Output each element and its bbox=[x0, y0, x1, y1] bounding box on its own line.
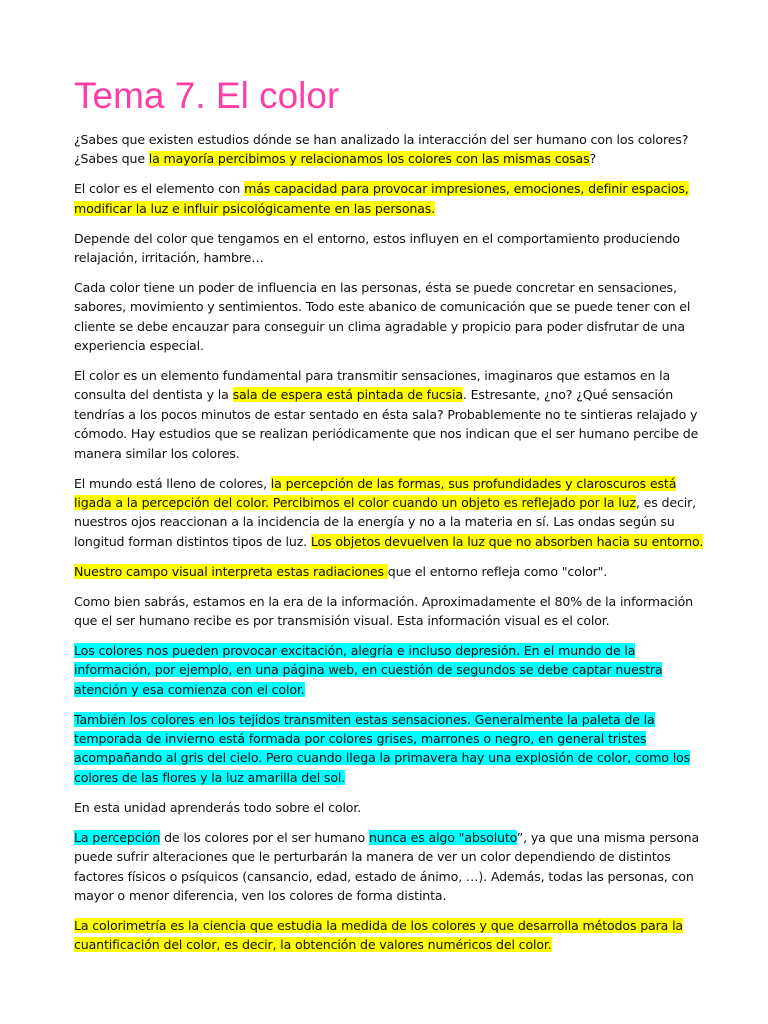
text-run: Cada color tiene un poder de influencia en las personas, ésta se puede concretar en sensaciones, sabores, movimiento y sentimientos. Todo este abanico de comunicación que se puede tener con el cliente se debe encauzar para conseguir un clima agradable y propicio para poder disfrutar de una experiencia especial. bbox=[74, 279, 691, 354]
paragraph-3 bbox=[74, 229, 706, 268]
text-run: que el entorno refleja como "color". bbox=[387, 563, 608, 579]
text-run: ? bbox=[589, 151, 597, 167]
text-run: ¿Sabes que existen estudios dónde se han analizado la interacción del ser humano con los colores? ¿Sabes que bbox=[74, 132, 689, 167]
paragraph-10 bbox=[74, 710, 706, 788]
text-run: El color es un elemento fundamental para transmitir sensaciones, imaginaros que estamos en la consulta del dentista y la bbox=[74, 368, 671, 403]
highlighted-text: Nuestro campo visual interpreta estas radiaciones bbox=[74, 563, 388, 579]
page-title: Tema 7. El color bbox=[74, 75, 340, 116]
highlighted-text: La percepción bbox=[74, 829, 161, 845]
highlighted-text: Los objetos devuelven la luz que no absorben hacia su entorno. bbox=[310, 533, 704, 549]
highlighted-text: Los colores nos pueden provocar excitación, alegría e incluso depresión. En el mundo de la información, por ejemplo, en una página web, en cuestión de segundos se debe captar nuestra atención y esa comienza con el color. bbox=[74, 642, 663, 697]
highlighted-text: También los colores en los tejidos transmiten estas sensaciones. Generalmente la paleta de la temporada de invierno está formada por colores grises, marrones o negro, en general tristes acompañando al gris del cielo. Pero cuando llega la primavera hay una explosión de color, como los colores de las flores y la luz amarilla del sol. bbox=[74, 711, 691, 785]
text-run: de los colores por el ser humano bbox=[160, 829, 369, 845]
paragraph-5 bbox=[74, 366, 706, 463]
text-run: Como bien sabrás, estamos en la era de la información. Aproximadamente el 80% de la información que el ser humano recibe es por transmisión visual. Esta información visual es el color. bbox=[74, 593, 693, 629]
paragraph-4 bbox=[74, 278, 706, 356]
paragraph-7 bbox=[74, 562, 706, 581]
paragraph-2 bbox=[74, 179, 706, 218]
paragraph-8 bbox=[74, 592, 706, 631]
text-run: ”, ya que una misma persona puede sufrir alteraciones que le perturbarán la manera de ver un color dependiendo de distintos factores físicos o psíquicos (cansancio, edad, estado de ánimo, …). Además, todas las personas, con mayor o menor diferencia, ven los colores de forma distinta. bbox=[74, 829, 700, 903]
highlighted-text: la percepción de las formas, sus profundidades y claroscuros está ligada a la percepción del color. Percibimos el color cuando un objeto es reflejado por la luz bbox=[74, 475, 677, 510]
highlighted-text: sala de espera está pintada de fucsia bbox=[232, 387, 463, 403]
paragraph-6 bbox=[74, 474, 706, 552]
text-run: , es decir, nuestros ojos reaccionan a la incidencia de la energía y no a la materia en sí. Las ondas según su longitud forman distintos tipos de luz. bbox=[74, 495, 696, 549]
text-run: . Estresante, ¿no? ¿Qué sensación tendrías a los pocos minutos de estar sentado en ésta sala? Probablemente no te sintieras relajado y cómodo. Hay estudios que se realizan periódicamente que nos indican que el ser humano percibe de manera similar los colores. bbox=[74, 387, 699, 461]
text-run: Depende del color que tengamos en el entorno, estos influyen en el comportamiento produciendo relajación, irritación, hambre… bbox=[74, 230, 680, 266]
document-page bbox=[74, 74, 706, 965]
text-run: En esta unidad aprenderás todo sobre el color. bbox=[74, 799, 362, 815]
highlighted-text: nunca es algo "absoluto bbox=[368, 829, 517, 845]
highlighted-text: la mayoría percibimos y relacionamos los colores con las mismas cosas bbox=[148, 151, 590, 167]
paragraph-9 bbox=[74, 641, 706, 699]
text-run: El color es el elemento con bbox=[74, 181, 245, 197]
highlighted-text: La colorimetría es la ciencia que estudia la medida de los colores y que desarrolla métodos para la cuantificación del color, es decir, la obtención de valores numéricos del color. bbox=[74, 917, 683, 953]
paragraph-13 bbox=[74, 916, 706, 955]
paragraph-12 bbox=[74, 828, 706, 906]
paragraph-11 bbox=[74, 798, 706, 817]
text-run: El mundo está lleno de colores, bbox=[74, 475, 271, 491]
paragraph-1 bbox=[74, 130, 706, 169]
highlighted-text: más capacidad para provocar impresiones, emociones, definir espacios, modificar la luz e influir psicológicamente en las personas. bbox=[74, 181, 689, 216]
